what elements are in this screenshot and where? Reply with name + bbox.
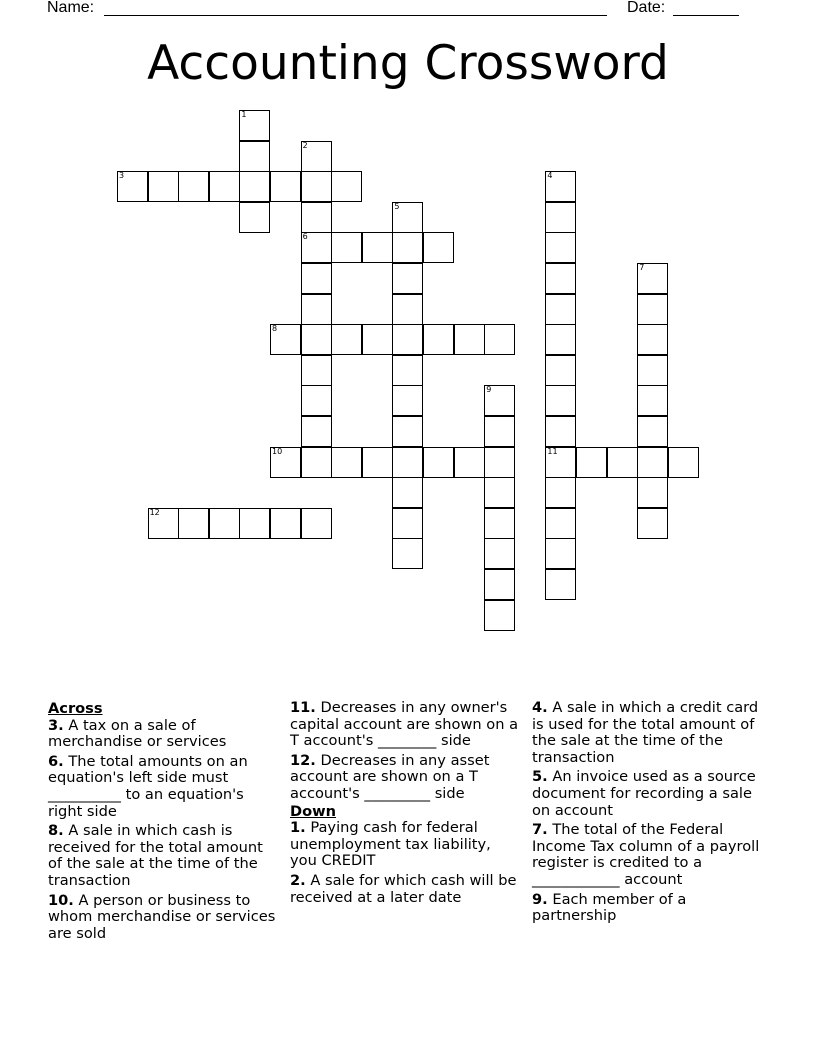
clue-text: The total of the Federal Income Tax column of a payroll register is credited to a ____________ account [532,821,760,888]
clue-number: 3 [119,171,125,181]
grid-cell[interactable] [270,324,301,355]
clue-item [48,893,280,943]
grid-cell[interactable] [545,202,576,233]
clue-number-label: 1. [290,819,306,837]
page-title: Accounting Crossword [147,36,669,91]
grid-cell[interactable] [484,324,515,355]
grid-cell[interactable] [301,416,332,447]
clue-text: A tax on a sale of merchandise or services [48,716,227,751]
grid-cell[interactable] [209,508,240,539]
grid-cell[interactable] [148,171,179,202]
grid-cell[interactable] [637,355,668,386]
grid-cell[interactable] [392,447,423,478]
clue-number-label: 2. [290,871,306,889]
grid-cell[interactable] [637,263,668,294]
grid-cell[interactable] [301,385,332,416]
grid-cell[interactable] [545,171,576,202]
grid-cell[interactable] [239,141,270,172]
grid-cell[interactable] [178,508,209,539]
clue-number-label: 5. [532,768,548,786]
clue-list [532,700,764,925]
grid-cell[interactable] [392,477,423,508]
grid-cell[interactable] [301,263,332,294]
grid-cell[interactable] [484,569,515,600]
grid-cell[interactable] [362,232,393,263]
grid-cell[interactable] [392,232,423,263]
clue-number: 11 [547,446,558,456]
grid-cell[interactable] [148,508,179,539]
grid-cell[interactable] [392,538,423,569]
grid-cell[interactable] [270,171,301,202]
grid-cell[interactable] [637,447,668,478]
clue-item [290,873,522,906]
clue-number-label: 7. [532,821,548,839]
grid-cell[interactable] [545,263,576,294]
clue-text: A sale for which cash will be received at a later date [290,871,517,906]
grid-cell[interactable] [423,447,454,478]
grid-cell[interactable] [484,416,515,447]
grid-cell[interactable] [484,447,515,478]
clue-number: 4 [547,171,553,181]
grid-cell[interactable] [545,447,576,478]
grid-cell[interactable] [545,385,576,416]
clue-number: 2 [302,140,308,150]
grid-cell[interactable] [545,569,576,600]
clue-item [48,718,280,751]
clue-number-label: 8. [48,822,64,840]
grid-cell[interactable] [545,232,576,263]
clue-text: A sale in which cash is received for the total amount of the sale at the time of the transaction [48,822,263,889]
grid-cell[interactable] [301,232,332,263]
grid-cell[interactable] [454,324,485,355]
grid-cell[interactable] [239,110,270,141]
clue-number-label: 11. [290,699,316,716]
clue-number-label: 10. [48,891,74,909]
clue-list [48,718,280,943]
grid-cell[interactable] [576,447,607,478]
grid-cell[interactable] [545,324,576,355]
clue-item [532,700,764,766]
grid-cell[interactable] [239,508,270,539]
date-label: Date: [627,0,666,16]
grid-cell[interactable] [301,355,332,386]
clue-item [48,823,280,889]
clue-number-label: 3. [48,716,64,734]
grid-cell[interactable] [545,538,576,569]
grid-cell[interactable] [545,294,576,325]
clue-text: A person or business to whom merchandise or services are sold [48,891,276,942]
clues-column-1 [48,700,280,942]
grid-cell[interactable] [362,447,393,478]
grid-cell[interactable] [392,202,423,233]
clue-number-label: 9. [532,890,548,908]
grid-cell[interactable] [637,324,668,355]
clue-text: Decreases in any owner's capital account are shown on a T account's ________ side [290,699,519,750]
grid-cell[interactable] [607,447,638,478]
grid-cell[interactable] [392,324,423,355]
grid-cell[interactable] [484,538,515,569]
grid-cell[interactable] [484,600,515,631]
clue-text: Paying cash for federal unemployment tax liability, you CREDIT [290,819,491,870]
grid-cell[interactable] [331,447,362,478]
grid-cell[interactable] [301,141,332,172]
grid-cell[interactable] [637,294,668,325]
clue-text: The total amounts on an equation's left side must __________ to an equation's right side [48,752,248,820]
clues-column-2 [290,700,522,906]
grid-cell[interactable] [484,508,515,539]
clue-text: An invoice used as a source document for recording a sale on account [532,768,756,819]
grid-cell[interactable] [392,385,423,416]
clue-item [48,754,280,820]
grid-cell[interactable] [270,447,301,478]
clue-text: A sale in which a credit card is used for the total amount of the sale at the time of the transaction [532,699,759,766]
clue-number: 1 [241,110,247,119]
grid-cell[interactable] [392,355,423,386]
grid-cell[interactable] [392,294,423,325]
grid-cell[interactable] [545,477,576,508]
clue-number-label: 6. [48,752,64,770]
grid-cell[interactable] [392,416,423,447]
grid-cell[interactable] [637,385,668,416]
clue-list [290,700,522,803]
clues-column-3 [532,700,764,925]
grid-cell[interactable] [239,171,270,202]
clue-number: 10 [272,446,283,456]
grid-cell[interactable] [668,447,699,478]
grid-cell[interactable] [301,171,332,202]
clue-number: 7 [639,263,645,272]
clue-number: 6 [302,232,308,242]
grid-cell[interactable] [331,232,362,263]
clue-number-label: 4. [532,699,548,716]
clue-text: Each member of a partnership [532,890,687,925]
grid-cell[interactable] [484,385,515,416]
clue-list [290,820,522,906]
grid-cell[interactable] [301,202,332,233]
grid-cell[interactable] [331,324,362,355]
grid-cell[interactable] [545,355,576,386]
clue-text: Decreases in any asset account are shown on a T account's _________ side [290,751,490,802]
clue-item [290,753,522,803]
grid-cell[interactable] [301,447,332,478]
grid-cell[interactable] [637,416,668,447]
grid-cell[interactable] [484,477,515,508]
clue-item [290,820,522,870]
grid-cell[interactable] [209,171,240,202]
grid-cell[interactable] [637,508,668,539]
clue-item [290,700,522,750]
grid-cell[interactable] [301,324,332,355]
grid-cell[interactable] [270,508,301,539]
clue-number: 12 [149,507,160,517]
grid-cell[interactable] [545,508,576,539]
name-label: Name: [47,0,95,16]
grid-cell[interactable] [423,232,454,263]
grid-cell[interactable] [331,171,362,202]
down-heading: Down [290,802,337,820]
across-heading: Across [48,700,103,717]
clue-number-label: 12. [290,751,316,769]
clue-item [532,769,764,819]
grid-cell[interactable] [362,324,393,355]
grid-cell[interactable] [301,508,332,539]
grid-cell[interactable] [239,202,270,233]
grid-cell[interactable] [545,416,576,447]
clue-number: 9 [486,385,492,395]
grid-cell[interactable] [423,324,454,355]
grid-cell[interactable] [117,171,148,202]
grid-cell[interactable] [637,477,668,508]
grid-cell[interactable] [392,263,423,294]
clue-number: 5 [394,201,400,211]
clue-item [532,892,764,925]
grid-cell[interactable] [454,447,485,478]
grid-cell[interactable] [178,171,209,202]
grid-cell[interactable] [301,294,332,325]
clue-item [532,822,764,888]
grid-cell[interactable] [392,508,423,539]
clue-number: 8 [272,324,278,334]
